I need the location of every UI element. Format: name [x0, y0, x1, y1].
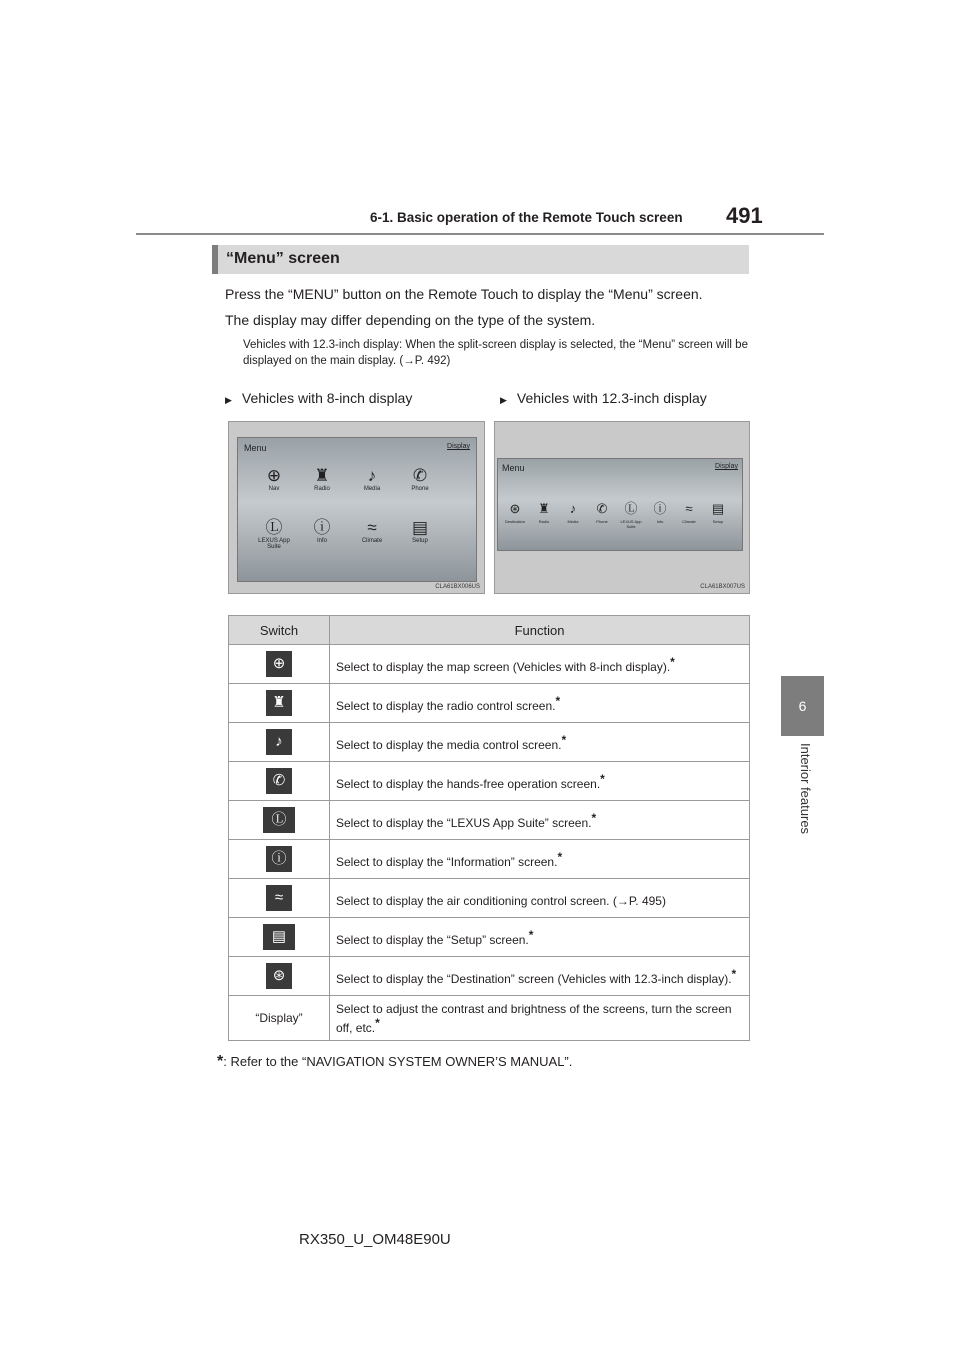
section-heading-bar — [212, 245, 218, 274]
figure-code: CLA61BX006US — [435, 584, 480, 590]
menu-item-label: Info — [316, 538, 327, 544]
menu-item-climate[interactable] — [676, 499, 702, 524]
table-row — [229, 918, 750, 957]
footnote-marker: * — [557, 849, 563, 864]
info-icon: ⓘ — [266, 846, 292, 872]
menu-item-radio[interactable] — [531, 499, 557, 524]
display-button[interactable]: Display — [715, 463, 738, 470]
radio-icon: ♜ — [266, 690, 292, 716]
menu-item-info[interactable] — [302, 518, 342, 544]
radio-icon: ♜ — [538, 501, 550, 516]
radio-icon: ♜ — [314, 466, 330, 485]
header-rule — [136, 233, 824, 235]
function-cell — [330, 762, 750, 801]
switch-cell — [229, 918, 330, 957]
menu-item-label: Destination — [504, 519, 525, 524]
phone-icon: ✆ — [412, 466, 428, 485]
menu-item-label: Climate — [361, 538, 383, 544]
music-note-icon: ♪ — [266, 729, 292, 755]
section-title: “Menu” screen — [226, 250, 340, 267]
music-note-icon: ♪ — [367, 466, 377, 485]
note-split-screen: Vehicles with 12.3-inch display: When the split-screen display is selected, the “Menu” screen will be displayed on the main display. (→P. 492) — [243, 339, 748, 367]
paragraph-display-differs: The display may differ depending on the type of the system. — [225, 312, 596, 328]
menu-item-label: LEXUS App Suite — [258, 538, 290, 550]
switch-cell — [229, 840, 330, 879]
manual-code-footer: RX350_U_OM48E90U — [299, 1231, 451, 1248]
info-icon: ⓘ — [653, 501, 667, 516]
switch-function-table — [228, 615, 750, 1041]
footnote-marker: * — [591, 810, 597, 825]
function-cell — [330, 645, 750, 684]
switch-cell-display: “Display” — [229, 996, 330, 1041]
function-text: Select to display the radio control screen. — [336, 698, 556, 713]
footnote-star: * — [217, 1053, 224, 1070]
switch-cell — [229, 801, 330, 840]
switch-cell — [229, 723, 330, 762]
menu-item-label: Radio — [314, 486, 330, 492]
chapter-tab[interactable]: 6 — [781, 676, 824, 736]
switch-cell — [229, 879, 330, 918]
footnote-text: : Refer to the “NAVIGATION SYSTEM OWNER’S MANUAL”. — [223, 1054, 573, 1069]
function-cell — [330, 918, 750, 957]
triangle-bullet-icon: ▶ — [225, 395, 232, 405]
setup-icon: ▤ — [263, 924, 295, 950]
section-heading — [212, 245, 749, 274]
function-text: Select to display the “Information” screen. — [336, 854, 558, 869]
setup-icon: ▤ — [411, 518, 429, 537]
subheading-8-inch-label: Vehicles with 8-inch display — [241, 390, 413, 406]
menu-item-media[interactable] — [352, 466, 392, 492]
page-number: 491 — [726, 203, 763, 228]
subheading-12-inch-label: Vehicles with 12.3-inch display — [516, 390, 707, 406]
paragraph-menu-button: Press the “MENU” button on the Remote Touch to display the “Menu” screen. — [225, 286, 703, 302]
display-button[interactable]: Display — [447, 443, 470, 450]
table-row — [229, 957, 750, 996]
phone-icon: ✆ — [266, 768, 292, 794]
menu-item-label: Info — [656, 519, 664, 524]
menu-item-label: Climate — [682, 519, 696, 524]
subheading-12-inch — [500, 390, 707, 406]
screenshot-12-inch — [494, 421, 750, 594]
lexus-logo-icon: Ⓛ — [624, 501, 638, 516]
function-text: Select to display the media control screen. — [336, 737, 562, 752]
figure-code: CLA61BX007US — [700, 584, 745, 590]
footnote-marker: * — [555, 693, 561, 708]
menu-item-media[interactable] — [560, 499, 586, 524]
table-row — [229, 840, 750, 879]
menu-item-nav[interactable] — [254, 466, 294, 492]
function-text: Select to display the “LEXUS App Suite” screen. — [336, 815, 592, 830]
table-row — [229, 762, 750, 801]
menu-item-lexus-app-suite[interactable] — [254, 518, 294, 550]
menu-item-label: Nav — [268, 486, 280, 492]
setup-icon: ▤ — [711, 501, 725, 516]
function-text: Select to display the map screen (Vehicles with 8-inch display). — [336, 659, 671, 674]
function-text: Select to display the air conditioning control screen. (→P. 495) — [336, 893, 666, 908]
screenshot-8-inch — [228, 421, 485, 594]
function-cell — [330, 801, 750, 840]
switch-cell — [229, 762, 330, 801]
menu-item-phone[interactable] — [589, 499, 615, 524]
destination-icon: ⊛ — [266, 963, 292, 989]
menu-item-label: Media — [567, 519, 579, 524]
menu-item-setup[interactable] — [705, 499, 731, 524]
screen-title: Menu — [244, 443, 267, 453]
climate-icon: ≈ — [266, 885, 292, 911]
menu-screen-8-inch — [237, 437, 477, 582]
info-icon: ⓘ — [313, 518, 331, 537]
menu-item-phone[interactable] — [400, 466, 440, 492]
table-row — [229, 645, 750, 684]
climate-icon: ≈ — [367, 518, 377, 537]
table-row — [229, 801, 750, 840]
subheading-8-inch — [225, 390, 412, 406]
menu-item-info[interactable] — [647, 499, 673, 524]
footnote-marker: * — [670, 654, 675, 669]
footnote-marker: * — [600, 771, 605, 786]
screen-title: Menu — [502, 463, 525, 473]
switch-cell — [229, 957, 330, 996]
menu-item-radio[interactable] — [302, 466, 342, 492]
switch-cell — [229, 684, 330, 723]
table-row — [229, 684, 750, 723]
function-cell — [330, 957, 750, 996]
switch-column-header: Switch — [229, 616, 330, 645]
function-cell — [330, 684, 750, 723]
menu-item-label: Phone — [596, 519, 608, 524]
climate-icon: ≈ — [685, 501, 693, 516]
function-cell — [330, 723, 750, 762]
footnote-marker: * — [528, 927, 534, 942]
function-text: Select to display the “Destination” screen (Vehicles with 12.3-inch display). — [336, 971, 732, 986]
destination-icon: ⊛ — [509, 501, 521, 516]
footnote-marker: * — [561, 732, 567, 747]
table-row — [229, 723, 750, 762]
triangle-bullet-icon: ▶ — [500, 395, 507, 405]
menu-item-label: LEXUS App Suite — [620, 519, 642, 529]
menu-item-lexus-app-suite[interactable] — [618, 499, 644, 529]
function-text: Select to adjust the contrast and brightness of the screens, turn the screen off, etc. — [336, 1001, 732, 1035]
menu-screen-12-inch — [497, 458, 743, 551]
lexus-logo-icon: Ⓛ — [265, 518, 283, 537]
switch-cell — [229, 645, 330, 684]
phone-icon: ✆ — [596, 501, 608, 516]
table-row — [229, 996, 750, 1041]
function-text: Select to display the hands-free operation screen. — [336, 776, 601, 791]
music-note-icon: ♪ — [569, 501, 577, 516]
function-cell — [330, 996, 750, 1041]
footnote-marker: * — [375, 1015, 380, 1030]
table-header-row — [229, 616, 750, 645]
menu-item-climate[interactable] — [352, 518, 392, 544]
menu-item-label: Setup — [712, 519, 724, 524]
function-text: Select to display the “Setup” screen. — [336, 932, 529, 947]
menu-item-label: Media — [363, 486, 381, 492]
menu-item-setup[interactable] — [400, 518, 440, 544]
navigation-icon: ⊕ — [266, 466, 282, 485]
menu-item-label: Radio — [538, 519, 550, 524]
chapter-label: Interior features — [798, 743, 813, 835]
function-cell — [330, 840, 750, 879]
function-column-header: Function — [330, 616, 750, 645]
footnote — [217, 1053, 572, 1071]
navigation-icon: ⊕ — [266, 651, 292, 677]
menu-item-label: Phone — [411, 486, 429, 492]
lexus-logo-icon: Ⓛ — [263, 807, 295, 833]
function-cell — [330, 879, 750, 918]
running-header: 6-1. Basic operation of the Remote Touch screen — [370, 210, 683, 225]
table-row — [229, 879, 750, 918]
footnote-marker: * — [731, 966, 737, 981]
menu-item-destination[interactable] — [502, 499, 528, 524]
menu-item-label: Setup — [412, 538, 428, 544]
